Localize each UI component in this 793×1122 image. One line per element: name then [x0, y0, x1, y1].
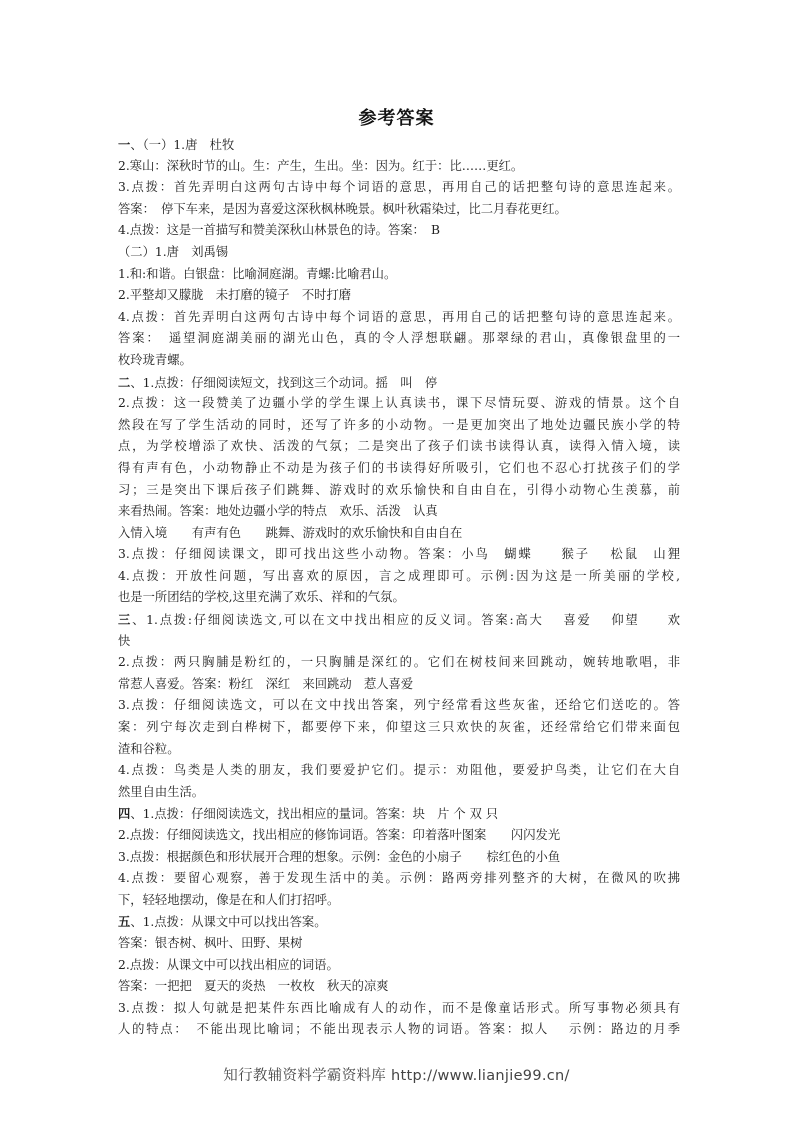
line-text: 3.点拨：首先弄明白这两句古诗中每个词语的意思，再用自己的话把整句诗的意思连起来。: [118, 180, 680, 195]
line-text: 2.平整却又朦胧 未打磨的镜子 不时打磨: [118, 288, 352, 303]
line-text: 点，为学校增添了欢快、活泼的气氛；二是突出了孩子们读书读得认真，读得入情入境，读: [118, 439, 680, 454]
line-text: 然段在写了学生活动的同时，还写了许多的小动物。一是更加突出了地处边疆民族小学的特: [118, 417, 680, 432]
line-text: 人的特点： 不能出现比喻词；不能出现表示人物的词语。答案：拟人 示例：路边的月季: [118, 1022, 680, 1037]
text-line: [118, 609, 680, 631]
text-line: [118, 847, 680, 869]
text-line: [118, 220, 680, 242]
text-line: [118, 803, 680, 825]
text-line: [118, 782, 680, 804]
line-text: 、1.点拨：仔细阅读短文，找到这三个动词。摇 叫 停: [130, 375, 438, 390]
line-text: 、1.点拨：从课文中可以找出答案。: [130, 915, 327, 930]
section-number: 一: [118, 137, 131, 152]
line-text: 答案：一把把 夏天的炎热 一枚枚 秋天的凉爽: [118, 979, 389, 994]
line-text: 4.点拨：开放性问题，写出喜欢的原因，言之成理即可。示例:因为这是一所美丽的学校,: [118, 568, 680, 583]
page-title: 参考答案: [358, 108, 435, 129]
text-line: [118, 998, 680, 1020]
text-line: [118, 328, 680, 350]
line-text: 4.点拨：这是一首描写和赞美深秋山林景色的诗。答案： B: [118, 223, 441, 238]
line-text: 2.点拨：这一段赞美了边疆小学的学生课上认真读书，课下尽情玩耍、游戏的情景。这个自: [118, 396, 680, 411]
text-line: [118, 199, 680, 221]
text-line: [118, 739, 680, 761]
text-line: [118, 285, 680, 307]
line-text: 1.和:和谐。白银盘：比喻洞庭湖。青螺:比喻君山。: [118, 266, 397, 281]
line-text: 入情入境 有声有色 跳舞、游戏时的欢乐愉快和自由自在: [118, 525, 463, 540]
section-number: 四: [118, 806, 131, 822]
text-line: [118, 415, 680, 437]
line-text: 、（一）1.唐 杜牧: [130, 138, 235, 152]
text-line: [118, 1019, 680, 1041]
section-number: 三: [118, 612, 133, 628]
line-text: 2.点拨：仔细阅读选文，找出相应的修饰词语。答案：印着落叶图案 闪闪发光: [118, 828, 561, 842]
text-line: [118, 955, 680, 977]
answer-content: [118, 134, 680, 1041]
text-line: [118, 717, 680, 739]
line-text: 常惹人喜爱。答案：粉红 深红 来回跳动 惹人喜爱: [118, 676, 414, 691]
footer-watermark: 知行教辅资料学霸资料库 http://www.lianjie99.cn/: [223, 1068, 570, 1084]
text-line: [118, 436, 680, 458]
section-number: 五: [118, 914, 131, 930]
text-line: [118, 587, 680, 609]
text-line: [118, 544, 680, 566]
line-text: 答案： 停下车来，是因为喜爱这深秋枫林晚景。枫叶秋霜染过，比二月春花更红。: [118, 201, 567, 216]
text-line: [118, 868, 680, 890]
line-text: 、1.点拨：仔细阅读选文，找出相应的量词。答案：块 片 个 双 只: [130, 807, 499, 822]
line-text: 2.寒山：深秋时节的山。生：产生，生出。坐：因为。红于：比……更红。: [118, 158, 524, 173]
text-line: [118, 307, 680, 329]
line-text: 4.点拨：鸟类是人类的朋友，我们要爱护它们。提示：劝阻他，要爱护鸟类，让它们在大自: [118, 763, 680, 778]
line-text: 枚玲珑青螺。: [118, 352, 192, 367]
line-text: 4.点拨：首先弄明白这两句古诗中每个词语的意思，再用自己的话把整句诗的意思连起来。: [118, 309, 680, 324]
line-text: 快: [118, 633, 131, 648]
text-line: [118, 134, 680, 156]
text-line: [118, 480, 680, 502]
line-text: 渣和谷粒。: [118, 741, 180, 756]
line-text: 得有声有色，小动物静止不动是为孩子们的书读得好所吸引，它们也不忍心打扰孩子们的学: [118, 460, 680, 475]
line-text: 2.点拨：从课文中可以找出相应的词语。: [118, 957, 339, 972]
text-line: [118, 933, 680, 955]
line-text: 答案：银杏树、枫叶、田野、果树: [118, 935, 303, 950]
line-text: 案：列宁每次走到白桦树下，都要停下来，仰望这三只欢快的灰雀，还经常给它们带来面包: [118, 720, 680, 735]
line-text: 3.点拨：仔细阅读选文，可以在文中找出答案，列宁经常看这些灰雀，还给它们送吃的。答: [118, 698, 680, 713]
line-text: 然里自由生活。: [118, 784, 205, 799]
text-line: [118, 350, 680, 372]
line-text: 3.点拨：拟人句就是把某件东西比喻成有人的动作，而不是像童话形式。所写事物必须具有: [118, 1000, 680, 1015]
text-line: [118, 976, 680, 998]
line-text: 2.点拨：两只胸脯是粉红的，一只胸脯是深红的。它们在树枝间来回跳动，婉转地歌唱，非: [118, 655, 680, 670]
section-number: 二: [118, 374, 131, 390]
text-line: [118, 566, 680, 588]
line-text: 也是一所团结的学校,这里充满了欢乐、祥和的气氛。: [118, 590, 405, 605]
line-text: 答案： 遥望洞庭湖美丽的湖光山色，真的令人浮想联翩。那翠绿的君山，真像银盘里的一: [118, 331, 680, 346]
line-text: 、1.点拨:仔细阅读选文,可以在文中找出相应的反义词。答案:高大 喜爱 仰望 欢: [132, 613, 680, 628]
text-line: [118, 631, 680, 653]
text-line: [118, 523, 680, 545]
text-line: [118, 177, 680, 199]
text-line: [118, 652, 680, 674]
text-line: [118, 911, 680, 933]
line-text: 3.点拨：根据颜色和形状展开合理的想象。示例：金色的小扇子 棕红色的小鱼: [118, 849, 561, 864]
line-text: 4.点拨：要留心观察，善于发现生活中的美。示例：路两旁排列整齐的大树，在微风的吹拂: [118, 871, 680, 886]
line-text: 习；三是突出下课后孩子们跳舞、游戏时的欢乐愉快和自由自在，引得小动物心生羡慕，前: [118, 482, 680, 497]
text-line: [118, 156, 680, 178]
text-line: [118, 372, 680, 394]
text-line: [118, 458, 680, 480]
text-line: [118, 264, 680, 286]
text-line: [118, 890, 680, 912]
text-line: [118, 501, 680, 523]
text-line: [118, 674, 680, 696]
line-text: 3.点拨：仔细阅读课文，即可找出这些小动物。答案：小鸟 蝴蝶 猴子 松鼠 山狸: [118, 547, 680, 562]
text-line: [118, 242, 680, 264]
line-text: 来看热闹。答案：地处边疆小学的特点 欢乐、活泼 认真: [118, 504, 438, 519]
line-text: （二）1.唐 刘禹锡: [118, 244, 229, 259]
text-line: [118, 760, 680, 782]
text-line: [118, 825, 680, 847]
text-line: [118, 393, 680, 415]
line-text: 下，轻轻地摆动，像是在和人们打招呼。: [118, 892, 340, 907]
text-line: [118, 695, 680, 717]
